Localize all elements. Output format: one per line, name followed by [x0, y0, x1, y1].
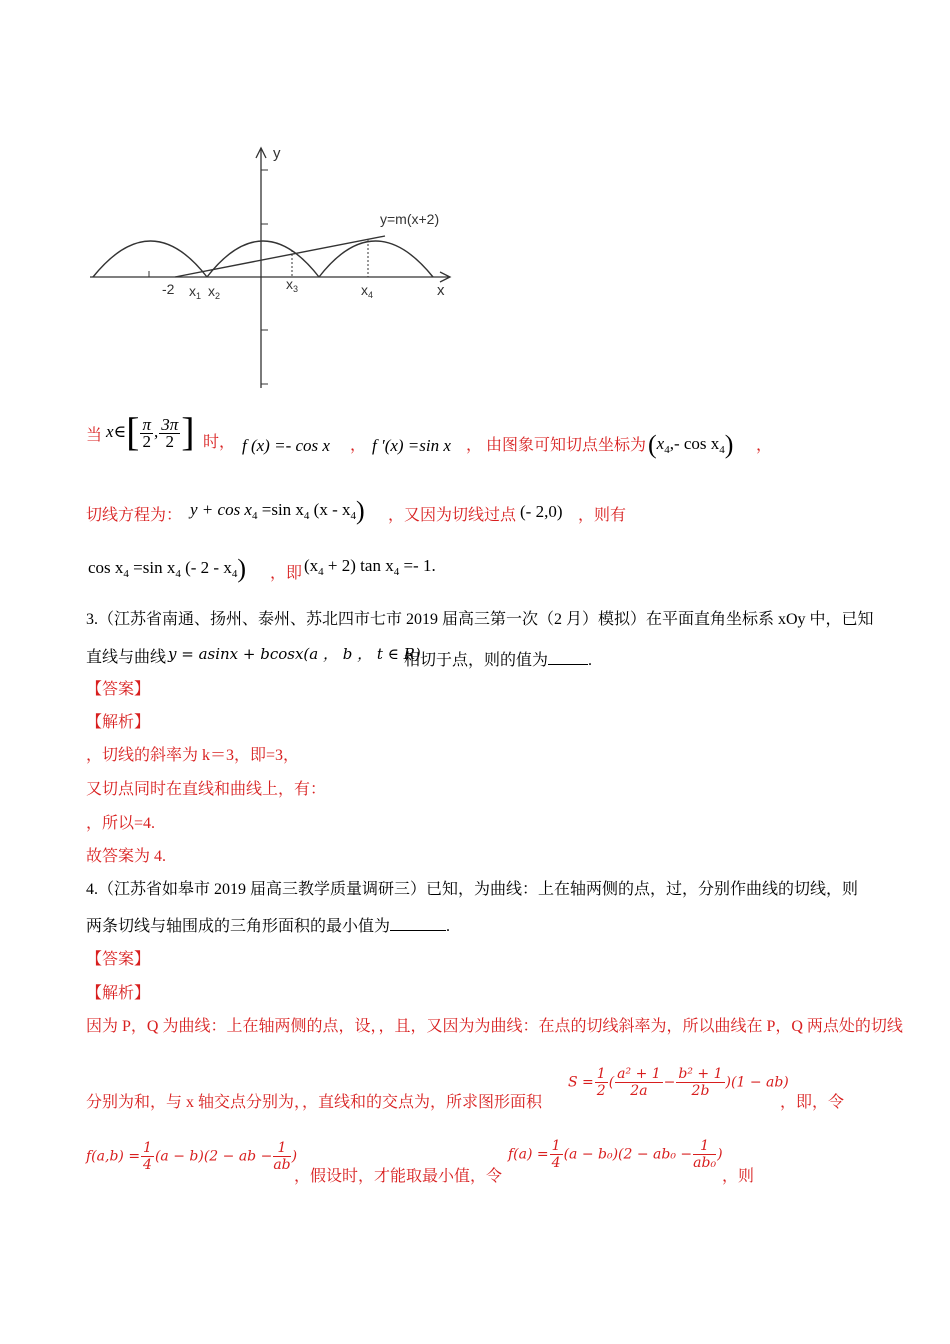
- answer-blank: [548, 650, 588, 665]
- eq-fprime: f ′(x) =sin x: [372, 436, 451, 455]
- sine-graph-figure: [85, 140, 465, 395]
- q4-step-1: 因为 P，Q 为曲线：上在轴两侧的点，设，，且，又因为为曲线：在点的切线斜率为，所以曲线在 P，Q 两点处的切线: [86, 1018, 903, 1035]
- line-label: y=m(x+2): [380, 211, 440, 227]
- q4-step-2a: 分别为和，与 x 轴交点分别为，，直线和的交点为，所求图形面积: [86, 1094, 543, 1111]
- area-formula: S = $\frac{1}{2}$ ( $\frac{\text{a² + 1}}{2a}$ − $\frac{\text{b² + 1}}{2b}$ )(1 − ab): [568, 1066, 789, 1099]
- x3-label: $x_3$: [286, 276, 299, 294]
- x4-label: $x_4$: [361, 282, 374, 300]
- curve-arch-2: [207, 241, 319, 277]
- curve-arch-1: [93, 241, 207, 277]
- line1-end: ，: [756, 437, 773, 454]
- eq-f: f (x) =- cos x: [242, 436, 330, 455]
- q4-stem-line1: 4.（江苏省如皋市 2019 届高三教学质量调研三）已知，为曲线：上在轴两侧的点，过，分别作曲线的切线，则: [86, 881, 859, 898]
- in-symbol: ∈: [113, 422, 127, 441]
- q4-stem-line2: 两条切线与轴围成的三角形面积的最小值为 .: [86, 918, 451, 935]
- result-equation: $\cos x_4 =\sin$ $x_4$ (- $2 - x_4$): [88, 554, 247, 583]
- q4-answer-blank: [390, 916, 446, 931]
- q3-stem-line2b: 相切于点，则的值为 .: [404, 652, 593, 669]
- y-axis-label: y: [273, 145, 281, 162]
- q4-answer-tag: 【答案】: [86, 951, 151, 968]
- q4-step-3b: ，则: [722, 1168, 755, 1185]
- text-passes-point: ，又因为切线过点: [388, 507, 517, 524]
- q3-step-3: ，所以=4.: [86, 815, 156, 832]
- tangent-line: [175, 236, 385, 277]
- solution-line-1: [86, 418, 103, 444]
- tangent-point: ($x_4,-$ $\cos x_4$): [648, 430, 734, 459]
- x-axis-label: x: [437, 282, 445, 299]
- curve-arch-3: [319, 241, 433, 277]
- q3-stem-line1: 3.（江苏省南通、扬州、泰州、苏北四市七市 2019 届高三第一次（2 月）模拟）在平面直角坐标系 xOy 中，已知: [86, 611, 874, 628]
- text-shi: 时，: [203, 434, 236, 451]
- comma-1: ，: [350, 437, 367, 454]
- q4-step-2b: ，即，令: [780, 1094, 845, 1111]
- var-x: x: [106, 422, 114, 441]
- interval-expression: x∈[ $\frac{\pi}{2}$ , $\frac{3\pi}{2}$ ]: [106, 409, 195, 454]
- q3-step-4: 故答案为 4.: [86, 848, 167, 865]
- fab-formula: f(a,b) = $\frac{1}{4}$ (a − b)(2 − ab − $\frac{1}{ab}$ ): [86, 1140, 298, 1173]
- q3-step-2: 又切点同时在直线和曲线上，有：: [86, 781, 327, 798]
- point-neg2-0: (- 2,0): [520, 502, 563, 521]
- q4-analysis-tag: 【解析】: [86, 985, 151, 1002]
- text-tangent-eq: 切线方程为：: [86, 507, 183, 524]
- text-when: 当: [86, 427, 103, 444]
- x2-label: $x_2$: [208, 283, 221, 301]
- frac-pi-2: $\frac{\pi}{2}$: [142, 414, 151, 451]
- text-ie: ，即: [270, 565, 303, 582]
- frac-3pi-2: $\frac{3\pi}{2}$: [161, 414, 179, 451]
- q3-answer-tag: 【答案】: [86, 681, 151, 698]
- q4-step-3a: ，假设时，才能取最小值，令: [294, 1168, 503, 1185]
- comma-2: ，: [466, 437, 483, 454]
- q3-step-1: ，切线的斜率为 k＝3，即=3，: [86, 747, 300, 764]
- x1-label: $x_1$: [189, 283, 202, 301]
- text-tangent-point: 由图象可知切点坐标为: [486, 437, 647, 454]
- q3-curve-math: y = asinx + bcosx(a ， b ， t ∈ R): [168, 645, 421, 663]
- tick-neg2: -2: [162, 281, 175, 297]
- q3-analysis-tag: 【解析】: [86, 714, 151, 731]
- tan-equation: $(x_4 + 2)$ $\tan x_4 =- 1$.: [304, 556, 436, 578]
- text-then: ，则有: [578, 507, 627, 524]
- tangent-equation: $y + \cos x_4 =\sin$ $x_4$ $(x - x_4)$: [190, 496, 365, 525]
- q3-stem-line2a: 直线与曲线: [86, 649, 167, 666]
- fa-formula: f(a) = $\frac{1}{4}$ (a − b₀)(2 − ab₀ − $\frac{1}{\text{ab₀}}$ ): [508, 1138, 723, 1171]
